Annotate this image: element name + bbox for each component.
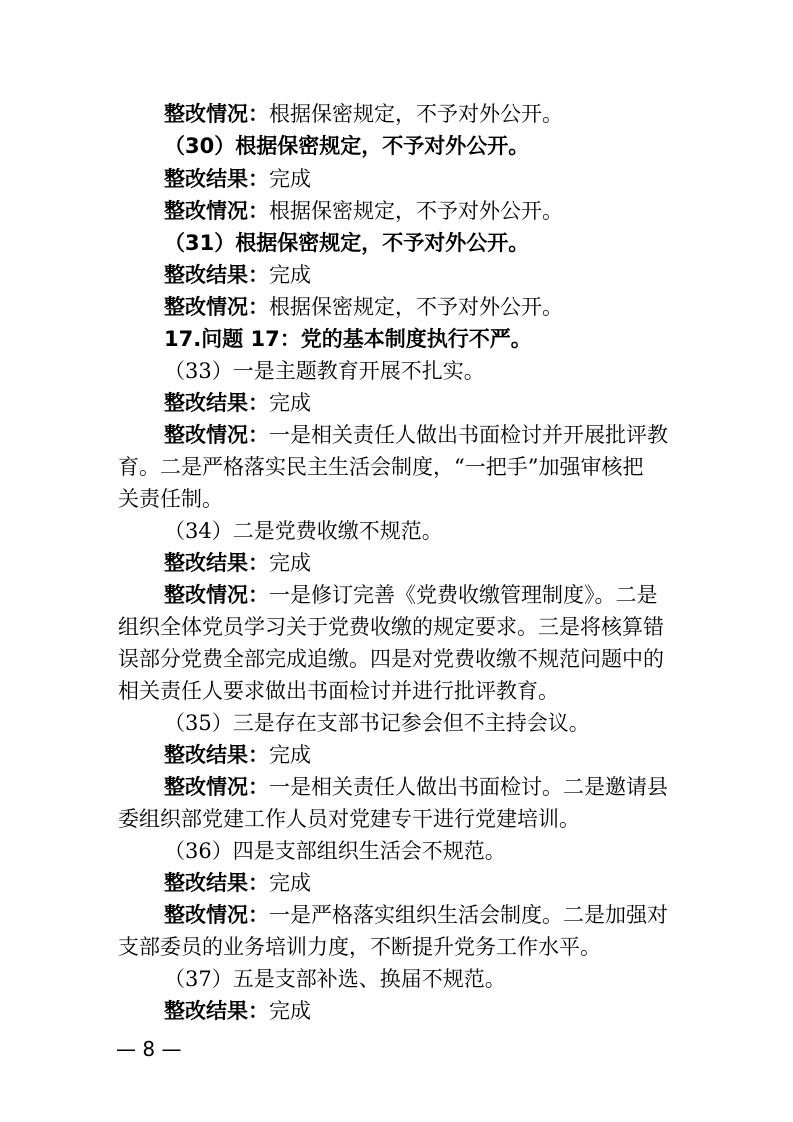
result-label: 整改结果： — [164, 391, 269, 415]
situation-label: 整改情况： — [164, 903, 269, 927]
result-text: 完成 — [269, 871, 311, 895]
result-text: 完成 — [269, 263, 311, 287]
problem-heading-17: 17.问题 17：党的基本制度执行不严。 — [164, 327, 532, 351]
situation-line — [164, 422, 683, 448]
situation-continuation: 支部委员的业务培训力度，不断提升党务工作水平。 — [118, 935, 601, 959]
item-heading-33: （33）一是主题教育开展不扎实。 — [164, 359, 485, 383]
result-line — [164, 742, 683, 768]
item-heading-36: （36）四是支部组织生活会不规范。 — [164, 839, 506, 863]
situation-label: 整改情况： — [164, 775, 269, 799]
situation-continuation: 误部分党费全部完成追缴。四是对党费收缴不规范问题中的 — [118, 647, 664, 671]
page-number: — 8 — — [116, 1037, 182, 1061]
result-label: 整改结果： — [164, 999, 269, 1023]
result-text: 完成 — [269, 551, 311, 575]
result-line — [164, 262, 683, 288]
situation-label: 整改情况： — [164, 583, 269, 607]
situation-label: 整改情况： — [164, 102, 269, 126]
situation-line — [164, 774, 683, 800]
situation-continuation: 相关责任人要求做出书面检讨并进行批评教育。 — [118, 679, 559, 703]
situation-text: 一是相关责任人做出书面检讨并开展批评教 — [269, 423, 668, 447]
situation-line — [164, 582, 683, 608]
item-heading-34: （34）二是党费收缴不规范。 — [164, 519, 443, 543]
item-heading-35: （35）三是存在支部书记参会但不主持会议。 — [164, 711, 590, 735]
situation-line — [164, 294, 683, 320]
situation-continuation: 委组织部党建工作人员对党建专干进行党建培训。 — [118, 807, 580, 831]
situation-text: 根据保密规定，不予对外公开。 — [269, 295, 563, 319]
item-heading-37: （37）五是支部补选、换届不规范。 — [164, 967, 506, 991]
situation-line — [164, 101, 683, 127]
result-line — [164, 166, 683, 192]
result-label: 整改结果： — [164, 743, 269, 767]
situation-continuation: 育。二是严格落实民主生活会制度，“一把手”加强审核把 — [118, 455, 644, 479]
situation-text: 根据保密规定，不予对外公开。 — [269, 102, 563, 126]
situation-text: 一是修订完善《党费收缴管理制度》。二是 — [269, 583, 658, 607]
situation-label: 整改情况： — [164, 199, 269, 223]
result-line — [164, 390, 683, 416]
item-heading-30: （30）根据保密规定，不予对外公开。 — [164, 134, 530, 158]
situation-text: 一是严格落实组织生活会制度。二是加强对 — [269, 903, 668, 927]
situation-continuation: 关责任制。 — [118, 487, 223, 511]
situation-text: 一是相关责任人做出书面检讨。二是邀请县 — [269, 775, 668, 799]
situation-label: 整改情况： — [164, 423, 269, 447]
result-text: 完成 — [269, 743, 311, 767]
result-text: 完成 — [269, 999, 311, 1023]
result-label: 整改结果： — [164, 551, 269, 575]
situation-label: 整改情况： — [164, 295, 269, 319]
result-label: 整改结果： — [164, 167, 269, 191]
result-text: 完成 — [269, 391, 311, 415]
item-heading-31: （31）根据保密规定，不予对外公开。 — [164, 231, 530, 255]
situation-line — [164, 198, 683, 224]
situation-line — [164, 902, 683, 928]
situation-continuation: 组织全体党员学习关于党费收缴的规定要求。三是将核算错 — [118, 615, 664, 639]
situation-text: 根据保密规定，不予对外公开。 — [269, 199, 563, 223]
result-line — [164, 870, 683, 896]
result-line — [164, 998, 683, 1024]
result-line — [164, 550, 683, 576]
result-label: 整改结果： — [164, 263, 269, 287]
result-label: 整改结果： — [164, 871, 269, 895]
result-text: 完成 — [269, 167, 311, 191]
